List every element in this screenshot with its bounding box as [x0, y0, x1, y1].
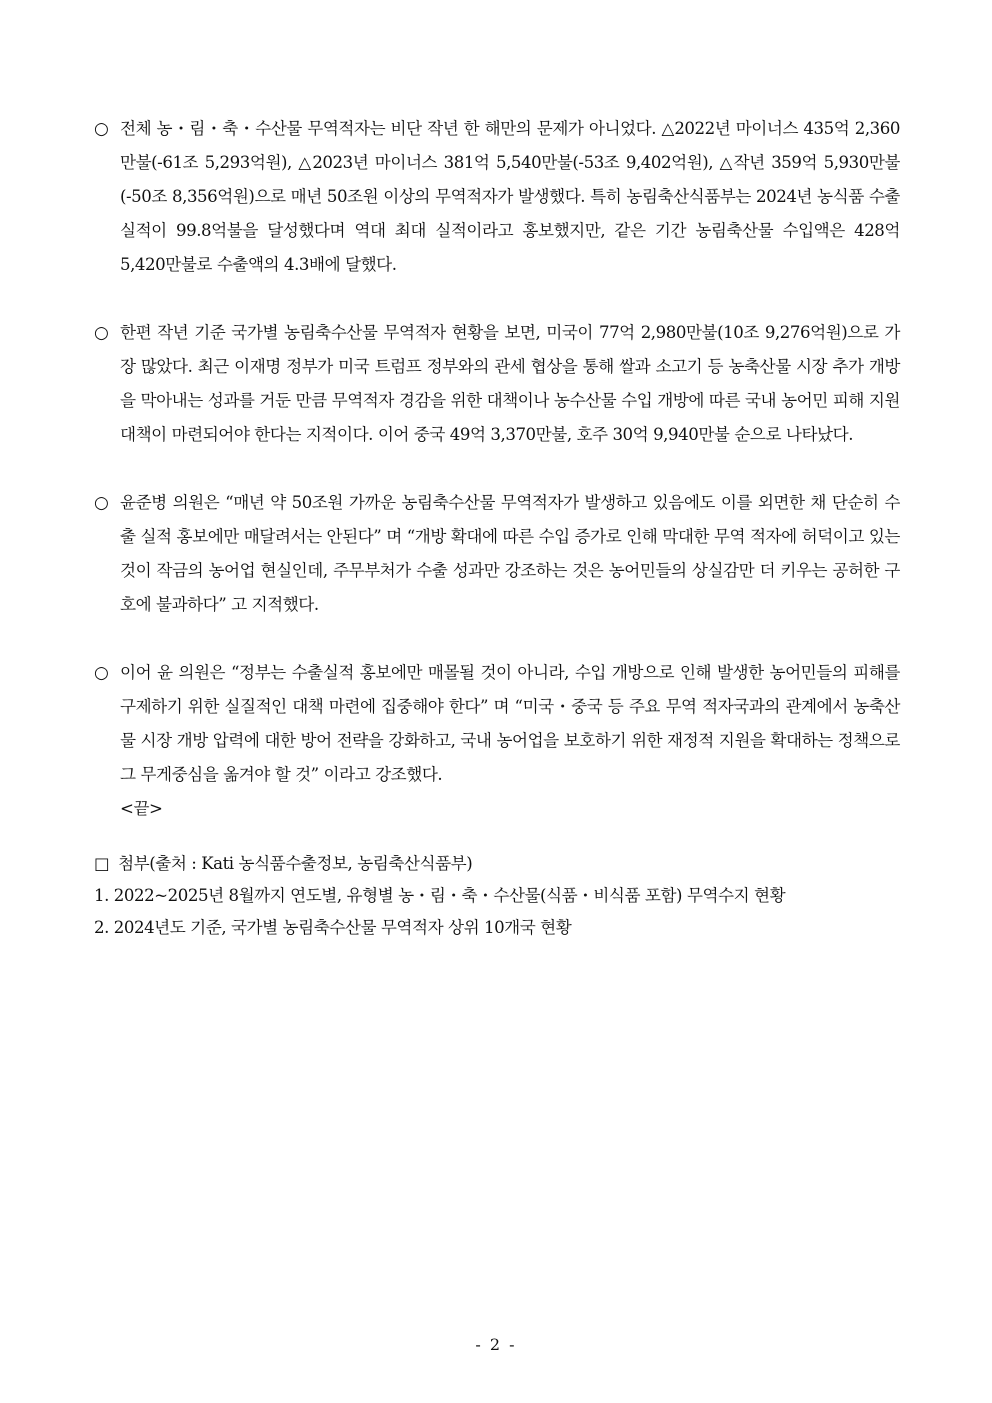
paragraph-lawmaker-quote — [94, 486, 900, 622]
paragraph-text: 한편 작년 기준 국가별 농림축수산물 무역적자 현황을 보면, 미국이 77억 2,980만불(10조 9,276억원)으로 가장 많았다. 최근 이재명 정부가 미국 트럼프 정부와의 관세 협상을 통해 쌀과 소고기 등 농축산물 시장 추가 개방을 막아내는 성과를 거둔 만큼 무역적자 경감을 위한 대책이나 농수산물 수입 개방에 따른 국내 농어민 피해 지원대책이 마련되어야 한다는 지적이다. 이어 중국 49억 3,370만불, 호주 30억 9,940만불 순으로 나타났다. — [120, 323, 900, 444]
attachment-item: 1. 2022~2025년 8월까지 연도별, 유형별 농・림・축・수산물(식품・비식품 포함) 무역수지 현황 — [94, 886, 786, 905]
paragraph-text: 전체 농・림・축・수산물 무역적자는 비단 작년 한 해만의 문제가 아니었다. △2022년 마이너스 435억 2,360만불(-61조 5,293억원), △2023년 마이너스 381억 5,540만불(-53조 9,402억원), △작년 359억 5,930만불(-50조 8,356억원)으로 매년 50조원 이상의 무역적자가 발생했다. 특히 농림축산식품부는 2024년 농식품 수출실적이 99.8억불을 달성했다며 역대 최대 실적이라고 홍보했지만, 같은 기간 농림축산물 수입액은 428억 5,420만불로 수출액의 4.3배에 달했다. — [120, 119, 900, 274]
attachment-section — [94, 848, 900, 944]
circle-bullet-icon: ○ — [94, 119, 109, 139]
paragraph-country-deficit — [94, 316, 900, 452]
paragraph-text: 이어 윤 의원은 “정부는 수출실적 홍보에만 매몰될 것이 아니라, 수입 개방으로 인해 발생한 농어민들의 피해를 구제하기 위한 실질적인 대책 마련에 집중해야 한다” 며 “미국・중국 등 주요 무역 적자국과의 관계에서 농축산물 시장 개방 압력에 대한 방어 전략을 강화하고, 국내 농어업을 보호하기 위한 재정적 지원을 확대하는 정책으로 그 무게중심을 옮겨야 할 것” 이라고 강조했다. — [120, 663, 900, 784]
attachment-heading — [94, 848, 900, 880]
square-bullet-icon: □ — [94, 854, 110, 873]
paragraph-text: 윤준병 의원은 “매년 약 50조원 가까운 농림축수산물 무역적자가 발생하고 있음에도 이를 외면한 채 단순히 수출 실적 홍보에만 매달려서는 안된다” 며 “개방 확대에 따른 수입 증가로 인해 막대한 무역 적자에 허덕이고 있는 것이 작금의 농어업 현실인데, 주무부처가 수출 성과만 강조하는 것은 농어민들의 상실감만 더 키우는 공허한 구호에 불과하다” 고 지적했다. — [120, 493, 900, 614]
paragraph-trade-deficit-trend — [94, 112, 900, 282]
page-number: - 2 - — [475, 1335, 517, 1354]
circle-bullet-icon: ○ — [94, 323, 109, 343]
body-paragraphs — [94, 112, 900, 860]
attachment-heading-text: 첨부(출처 : Kati 농식품수출정보, 농림축산식품부) — [118, 854, 473, 873]
paragraph-policy-demand — [94, 656, 900, 826]
circle-bullet-icon: ○ — [94, 493, 109, 513]
end-mark: <끝> — [120, 799, 163, 818]
attachment-item: 2. 2024년도 기준, 국가별 농림축수산물 무역적자 상위 10개국 현황 — [94, 918, 572, 937]
circle-bullet-icon: ○ — [94, 663, 109, 683]
